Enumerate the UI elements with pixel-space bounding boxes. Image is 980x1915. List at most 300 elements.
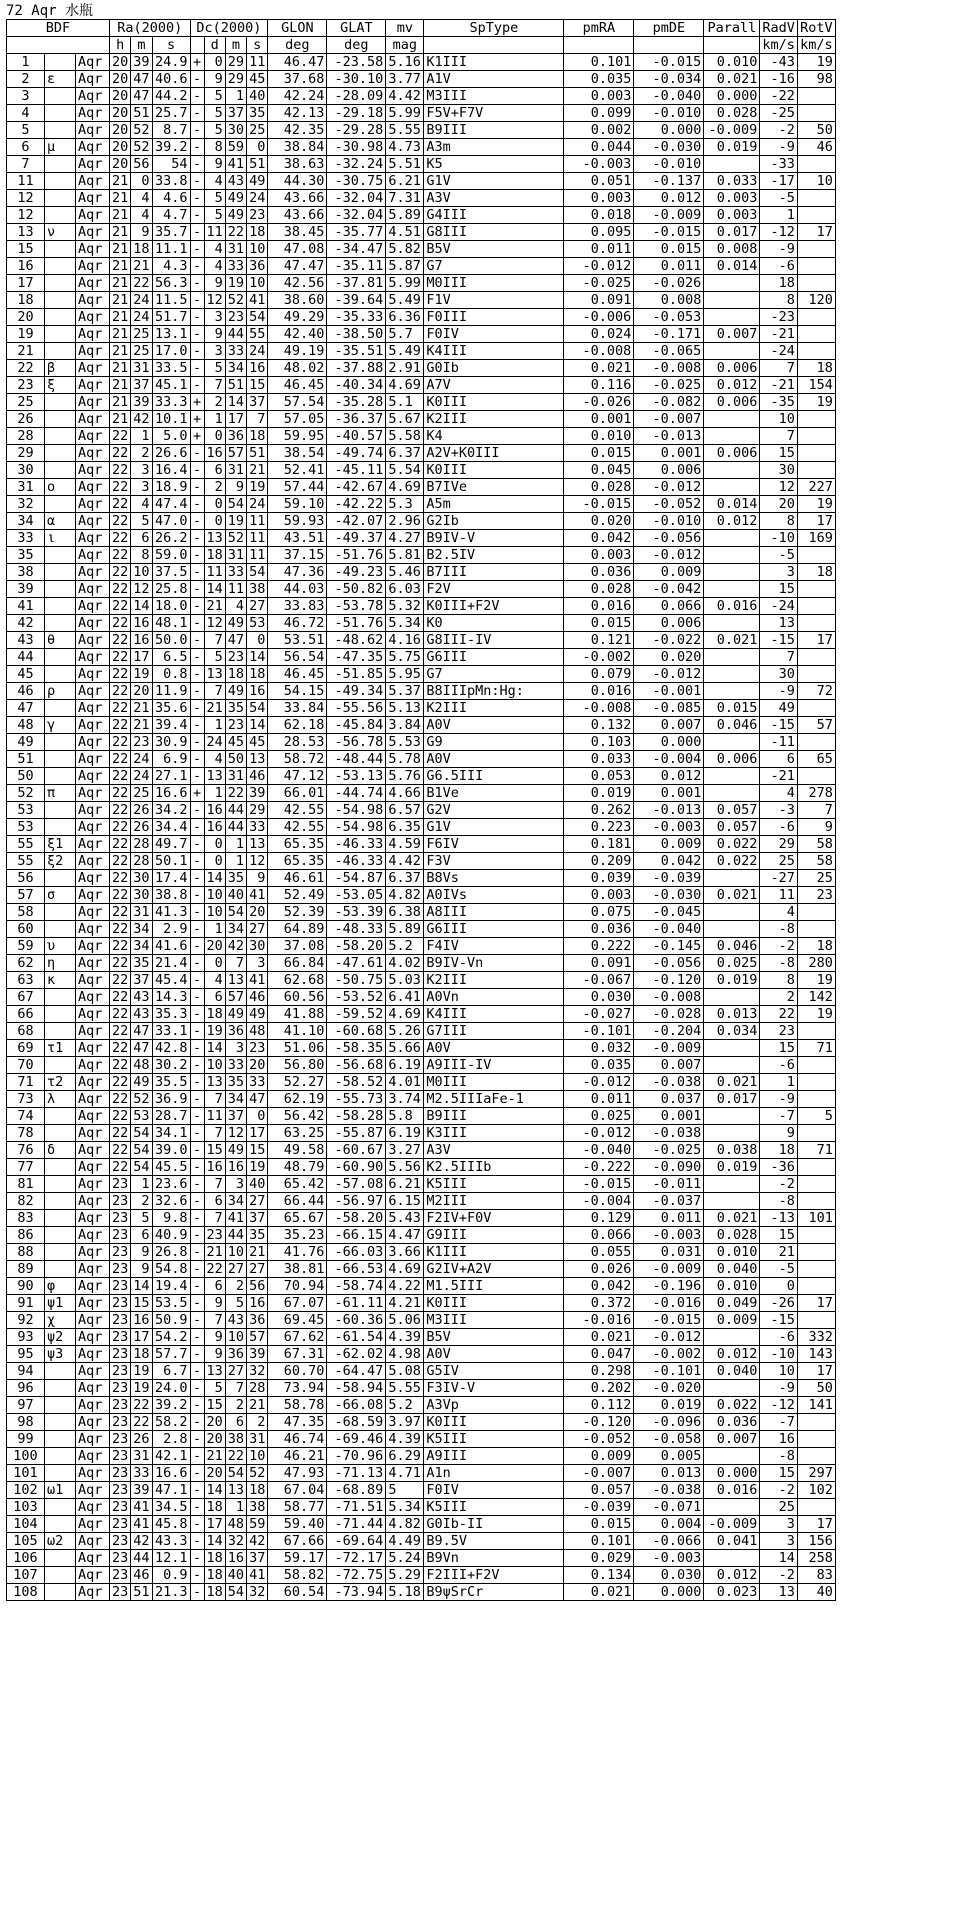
- dc-d-cell: 20: [204, 1431, 225, 1448]
- dc-s-cell: 31: [247, 1431, 268, 1448]
- parall-cell: 0.046: [704, 717, 760, 734]
- ra-h-cell: 22: [110, 462, 131, 479]
- pmra-cell: 0.091: [564, 955, 634, 972]
- ra-s-cell: 53.5: [152, 1295, 190, 1312]
- bdf-number-cell: 16: [7, 258, 45, 275]
- dc-d-cell: 16: [204, 445, 225, 462]
- glon-cell: 58.82: [268, 1567, 327, 1584]
- rotv-cell: 297: [797, 1465, 835, 1482]
- dc-m-cell: 57: [225, 445, 246, 462]
- bayer-letter-cell: [45, 904, 76, 921]
- radv-cell: -17: [760, 173, 798, 190]
- table-row: [7, 1244, 836, 1261]
- parall-cell: 0.040: [704, 1261, 760, 1278]
- dc-s-cell: 0: [247, 139, 268, 156]
- sptype-cell: K2III: [424, 700, 564, 717]
- mv-cell: 4.39: [386, 1329, 424, 1346]
- mv-cell: 5.55: [386, 1380, 424, 1397]
- rotv-cell: 57: [797, 717, 835, 734]
- dc-d-cell: 23: [204, 1227, 225, 1244]
- glon-cell: 52.27: [268, 1074, 327, 1091]
- ra-s-cell: 47.1: [152, 1482, 190, 1499]
- parall-cell: [704, 1448, 760, 1465]
- dc-d-cell: 7: [204, 377, 225, 394]
- mv-cell: 5.89: [386, 921, 424, 938]
- ra-s-cell: 50.9: [152, 1312, 190, 1329]
- rotv-cell: [797, 343, 835, 360]
- glon-cell: 60.56: [268, 989, 327, 1006]
- dc-d-cell: 13: [204, 1363, 225, 1380]
- glat-cell: -39.64: [327, 292, 386, 309]
- dc-sign-cell: -: [190, 1023, 204, 1040]
- ra-s-cell: 21.3: [152, 1584, 190, 1601]
- radv-cell: -9: [760, 139, 798, 156]
- dc-s-cell: 41: [247, 292, 268, 309]
- bdf-number-cell: 3: [7, 88, 45, 105]
- ra-h-cell: 22: [110, 445, 131, 462]
- dc-m-cell: 34: [225, 360, 246, 377]
- constellation-cell: Aqr: [76, 870, 110, 887]
- pmra-cell: 0.003: [564, 547, 634, 564]
- radv-cell: -5: [760, 190, 798, 207]
- dc-s-cell: 54: [247, 564, 268, 581]
- parall-cell: 0.019: [704, 139, 760, 156]
- parall-cell: 0.057: [704, 819, 760, 836]
- dc-d-cell: 6: [204, 462, 225, 479]
- constellation-cell: Aqr: [76, 938, 110, 955]
- mv-cell: 5.26: [386, 1023, 424, 1040]
- table-row: [7, 1431, 836, 1448]
- sptype-cell: K0: [424, 615, 564, 632]
- dc-m-cell: 30: [225, 122, 246, 139]
- ra-h-cell: 23: [110, 1465, 131, 1482]
- sptype-cell: F0III: [424, 309, 564, 326]
- ra-m-cell: 42: [131, 1533, 152, 1550]
- glon-cell: 52.41: [268, 462, 327, 479]
- rotv-cell: 142: [797, 989, 835, 1006]
- rotv-cell: [797, 1057, 835, 1074]
- pmra-cell: -0.039: [564, 1499, 634, 1516]
- mv-cell: 6.19: [386, 1057, 424, 1074]
- ra-s-cell: 35.3: [152, 1006, 190, 1023]
- radv-cell: 6: [760, 751, 798, 768]
- constellation-cell: Aqr: [76, 241, 110, 258]
- pmra-cell: 0.181: [564, 836, 634, 853]
- pmde-cell: 0.006: [634, 462, 704, 479]
- glat-cell: -45.11: [327, 462, 386, 479]
- dc-sign-cell: -: [190, 241, 204, 258]
- parall-cell: [704, 547, 760, 564]
- rotv-cell: 101: [797, 1210, 835, 1227]
- radv-cell: -6: [760, 819, 798, 836]
- constellation-cell: Aqr: [76, 785, 110, 802]
- constellation-cell: Aqr: [76, 1210, 110, 1227]
- dc-s-cell: 27: [247, 598, 268, 615]
- radv-cell: -9: [760, 241, 798, 258]
- mv-cell: 4.59: [386, 836, 424, 853]
- glon-cell: 49.19: [268, 343, 327, 360]
- sptype-cell: B9IV-Vn: [424, 955, 564, 972]
- bayer-letter-cell: δ: [45, 1142, 76, 1159]
- constellation-cell: Aqr: [76, 326, 110, 343]
- ra-s-cell: 37.5: [152, 564, 190, 581]
- constellation-cell: Aqr: [76, 428, 110, 445]
- sptype-cell: A0V: [424, 717, 564, 734]
- ra-s-cell: 25.7: [152, 105, 190, 122]
- ra-m-cell: 43: [131, 1006, 152, 1023]
- dc-d-cell: 20: [204, 1465, 225, 1482]
- constellation-cell: Aqr: [76, 1193, 110, 1210]
- glon-cell: 43.66: [268, 207, 327, 224]
- constellation-cell: Aqr: [76, 1448, 110, 1465]
- pmra-cell: 0.036: [564, 564, 634, 581]
- glon-cell: 49.58: [268, 1142, 327, 1159]
- bdf-number-cell: 42: [7, 615, 45, 632]
- ra-s-cell: 51.7: [152, 309, 190, 326]
- bdf-number-cell: 39: [7, 581, 45, 598]
- ra-m-cell: 30: [131, 887, 152, 904]
- rotv-cell: 19: [797, 54, 835, 71]
- pmra-cell: -0.101: [564, 1023, 634, 1040]
- rotv-cell: [797, 428, 835, 445]
- bayer-letter-cell: [45, 411, 76, 428]
- glon-cell: 70.94: [268, 1278, 327, 1295]
- ra-s-cell: 49.7: [152, 836, 190, 853]
- ra-h-cell: 23: [110, 1567, 131, 1584]
- bdf-number-cell: 107: [7, 1567, 45, 1584]
- table-row: [7, 632, 836, 649]
- bdf-number-cell: 92: [7, 1312, 45, 1329]
- dc-sign-cell: -: [190, 377, 204, 394]
- ra-s-cell: 26.2: [152, 530, 190, 547]
- pmde-cell: 0.030: [634, 1567, 704, 1584]
- glon-cell: 38.60: [268, 292, 327, 309]
- pmra-cell: -0.008: [564, 343, 634, 360]
- dc-s-cell: 49: [247, 1006, 268, 1023]
- bdf-number-cell: 70: [7, 1057, 45, 1074]
- parall-cell: 0.036: [704, 1414, 760, 1431]
- ra-m-cell: 1: [131, 428, 152, 445]
- ra-h-cell: 23: [110, 1295, 131, 1312]
- ra-s-cell: 39.2: [152, 1397, 190, 1414]
- dc-s-cell: 40: [247, 1176, 268, 1193]
- constellation-cell: Aqr: [76, 496, 110, 513]
- glon-cell: 59.17: [268, 1550, 327, 1567]
- pmde-cell: -0.007: [634, 411, 704, 428]
- glon-cell: 47.93: [268, 1465, 327, 1482]
- bdf-number-cell: 1: [7, 54, 45, 71]
- header-row-2: [7, 37, 836, 54]
- constellation-cell: Aqr: [76, 1431, 110, 1448]
- header-ra-s: s: [152, 37, 190, 54]
- rotv-cell: 143: [797, 1346, 835, 1363]
- ra-m-cell: 48: [131, 1057, 152, 1074]
- glat-cell: -54.87: [327, 870, 386, 887]
- dc-sign-cell: +: [190, 411, 204, 428]
- glat-cell: -53.39: [327, 904, 386, 921]
- dc-m-cell: 33: [225, 343, 246, 360]
- glon-cell: 51.06: [268, 1040, 327, 1057]
- parall-cell: [704, 1108, 760, 1125]
- pmde-cell: 0.001: [634, 1108, 704, 1125]
- bdf-number-cell: 100: [7, 1448, 45, 1465]
- dc-sign-cell: +: [190, 785, 204, 802]
- dc-d-cell: 21: [204, 700, 225, 717]
- pmde-cell: 0.031: [634, 1244, 704, 1261]
- bdf-number-cell: 58: [7, 904, 45, 921]
- ra-h-cell: 21: [110, 275, 131, 292]
- glat-cell: -49.23: [327, 564, 386, 581]
- ra-m-cell: 26: [131, 1431, 152, 1448]
- bayer-letter-cell: [45, 1227, 76, 1244]
- dc-m-cell: 12: [225, 1125, 246, 1142]
- table-row: [7, 1397, 836, 1414]
- rotv-cell: [797, 1159, 835, 1176]
- ra-s-cell: 34.1: [152, 1125, 190, 1142]
- constellation-cell: Aqr: [76, 1329, 110, 1346]
- radv-cell: -12: [760, 224, 798, 241]
- mv-cell: 6.35: [386, 819, 424, 836]
- dc-d-cell: 9: [204, 156, 225, 173]
- glon-cell: 37.68: [268, 71, 327, 88]
- sptype-cell: K5III: [424, 1431, 564, 1448]
- parall-cell: 0.022: [704, 1397, 760, 1414]
- pmde-cell: -0.042: [634, 581, 704, 598]
- parall-cell: [704, 428, 760, 445]
- table-row: [7, 904, 836, 921]
- sptype-cell: M1.5III: [424, 1278, 564, 1295]
- ra-s-cell: 43.3: [152, 1533, 190, 1550]
- glon-cell: 58.78: [268, 1397, 327, 1414]
- parall-cell: 0.025: [704, 955, 760, 972]
- glon-cell: 42.24: [268, 88, 327, 105]
- table-row: [7, 139, 836, 156]
- ra-s-cell: 4.3: [152, 258, 190, 275]
- ra-s-cell: 42.8: [152, 1040, 190, 1057]
- dc-m-cell: 34: [225, 1091, 246, 1108]
- constellation-cell: Aqr: [76, 292, 110, 309]
- mv-cell: 3.66: [386, 1244, 424, 1261]
- glon-cell: 59.40: [268, 1516, 327, 1533]
- ra-h-cell: 22: [110, 921, 131, 938]
- pmra-cell: 0.101: [564, 54, 634, 71]
- sptype-cell: B9III: [424, 122, 564, 139]
- ra-m-cell: 16: [131, 1312, 152, 1329]
- dc-d-cell: 10: [204, 887, 225, 904]
- constellation-cell: Aqr: [76, 105, 110, 122]
- dc-m-cell: 7: [225, 1380, 246, 1397]
- header-ra-m: m: [131, 37, 152, 54]
- dc-d-cell: 6: [204, 989, 225, 1006]
- glat-cell: -51.76: [327, 547, 386, 564]
- rotv-cell: 156: [797, 1533, 835, 1550]
- bdf-number-cell: 89: [7, 1261, 45, 1278]
- pmra-cell: -0.040: [564, 1142, 634, 1159]
- bayer-letter-cell: ξ2: [45, 853, 76, 870]
- mv-cell: 4.39: [386, 1431, 424, 1448]
- glon-cell: 57.05: [268, 411, 327, 428]
- table-row: [7, 445, 836, 462]
- table-row: [7, 309, 836, 326]
- ra-m-cell: 52: [131, 139, 152, 156]
- sptype-cell: G0Ib-II: [424, 1516, 564, 1533]
- bayer-letter-cell: [45, 258, 76, 275]
- header-bdf: BDF: [7, 20, 110, 37]
- dc-sign-cell: -: [190, 1040, 204, 1057]
- rotv-cell: [797, 666, 835, 683]
- glat-cell: -72.75: [327, 1567, 386, 1584]
- dc-d-cell: 9: [204, 1295, 225, 1312]
- dc-m-cell: 13: [225, 1482, 246, 1499]
- mv-cell: 5.13: [386, 700, 424, 717]
- rotv-cell: 17: [797, 224, 835, 241]
- dc-s-cell: 38: [247, 1499, 268, 1516]
- dc-sign-cell: -: [190, 972, 204, 989]
- glat-cell: -60.68: [327, 1023, 386, 1040]
- rotv-cell: [797, 768, 835, 785]
- dc-d-cell: 17: [204, 1516, 225, 1533]
- radv-cell: -24: [760, 343, 798, 360]
- mv-cell: 5.06: [386, 1312, 424, 1329]
- parall-cell: [704, 1329, 760, 1346]
- parall-cell: [704, 870, 760, 887]
- bayer-letter-cell: [45, 445, 76, 462]
- constellation-cell: Aqr: [76, 768, 110, 785]
- parall-cell: 0.028: [704, 1227, 760, 1244]
- ra-s-cell: 54.8: [152, 1261, 190, 1278]
- constellation-cell: Aqr: [76, 683, 110, 700]
- mv-cell: 5.43: [386, 1210, 424, 1227]
- dc-m-cell: 19: [225, 275, 246, 292]
- dc-sign-cell: -: [190, 343, 204, 360]
- ra-s-cell: 21.4: [152, 955, 190, 972]
- dc-sign-cell: -: [190, 853, 204, 870]
- pmde-cell: 0.011: [634, 1210, 704, 1227]
- sptype-cell: A7V: [424, 377, 564, 394]
- constellation-cell: Aqr: [76, 1108, 110, 1125]
- dc-d-cell: 18: [204, 1567, 225, 1584]
- parall-cell: 0.012: [704, 513, 760, 530]
- bdf-number-cell: 66: [7, 1006, 45, 1023]
- rotv-cell: [797, 1499, 835, 1516]
- glon-cell: 46.45: [268, 666, 327, 683]
- table-row: [7, 1023, 836, 1040]
- bayer-letter-cell: [45, 1567, 76, 1584]
- rotv-cell: 25: [797, 870, 835, 887]
- radv-cell: -12: [760, 1397, 798, 1414]
- radv-cell: 10: [760, 1363, 798, 1380]
- pmde-cell: -0.120: [634, 972, 704, 989]
- table-row: [7, 530, 836, 547]
- glon-cell: 42.40: [268, 326, 327, 343]
- bayer-letter-cell: [45, 88, 76, 105]
- ra-h-cell: 22: [110, 853, 131, 870]
- dc-m-cell: 36: [225, 1023, 246, 1040]
- parall-cell: [704, 1193, 760, 1210]
- dc-d-cell: 12: [204, 615, 225, 632]
- dc-sign-cell: -: [190, 1584, 204, 1601]
- dc-d-cell: 5: [204, 649, 225, 666]
- bdf-number-cell: 101: [7, 1465, 45, 1482]
- dc-s-cell: 16: [247, 360, 268, 377]
- glat-cell: -49.74: [327, 445, 386, 462]
- bdf-number-cell: 56: [7, 870, 45, 887]
- pmde-cell: 0.013: [634, 1465, 704, 1482]
- ra-m-cell: 16: [131, 615, 152, 632]
- glat-cell: -32.04: [327, 207, 386, 224]
- parall-cell: 0.006: [704, 751, 760, 768]
- sptype-cell: K0III: [424, 394, 564, 411]
- table-row: [7, 989, 836, 1006]
- ra-h-cell: 23: [110, 1363, 131, 1380]
- dc-m-cell: 29: [225, 54, 246, 71]
- constellation-cell: Aqr: [76, 700, 110, 717]
- mv-cell: 5.49: [386, 292, 424, 309]
- constellation-cell: Aqr: [76, 1295, 110, 1312]
- bdf-number-cell: 91: [7, 1295, 45, 1312]
- mv-cell: 5.08: [386, 1363, 424, 1380]
- bayer-letter-cell: σ: [45, 887, 76, 904]
- mv-cell: 5.29: [386, 1567, 424, 1584]
- header-ra: Ra(2000): [110, 20, 191, 37]
- bayer-letter-cell: [45, 496, 76, 513]
- ra-h-cell: 21: [110, 309, 131, 326]
- dc-d-cell: 19: [204, 1023, 225, 1040]
- ra-h-cell: 20: [110, 88, 131, 105]
- ra-m-cell: 46: [131, 1567, 152, 1584]
- parall-cell: [704, 530, 760, 547]
- table-row: [7, 836, 836, 853]
- ra-s-cell: 50.1: [152, 853, 190, 870]
- sptype-cell: B8IIIpMn:Hg:: [424, 683, 564, 700]
- table-row: [7, 343, 836, 360]
- ra-m-cell: 4: [131, 190, 152, 207]
- glat-cell: -29.28: [327, 122, 386, 139]
- table-row: [7, 1499, 836, 1516]
- glat-cell: -49.34: [327, 683, 386, 700]
- dc-s-cell: 35: [247, 1227, 268, 1244]
- dc-d-cell: 5: [204, 1380, 225, 1397]
- constellation-cell: Aqr: [76, 1142, 110, 1159]
- bdf-number-cell: 73: [7, 1091, 45, 1108]
- constellation-cell: Aqr: [76, 1244, 110, 1261]
- pmde-cell: -0.052: [634, 496, 704, 513]
- radv-cell: -6: [760, 1057, 798, 1074]
- bdf-number-cell: 95: [7, 1346, 45, 1363]
- dc-s-cell: 53: [247, 615, 268, 632]
- ra-m-cell: 3: [131, 479, 152, 496]
- radv-cell: 2: [760, 989, 798, 1006]
- header-parall-unit: [704, 37, 760, 54]
- ra-m-cell: 20: [131, 683, 152, 700]
- dc-sign-cell: -: [190, 666, 204, 683]
- mv-cell: 5.24: [386, 1550, 424, 1567]
- bdf-number-cell: 12: [7, 190, 45, 207]
- glon-cell: 38.54: [268, 445, 327, 462]
- mv-cell: 5.2: [386, 1397, 424, 1414]
- glat-cell: -53.13: [327, 768, 386, 785]
- parall-cell: 0.012: [704, 377, 760, 394]
- mv-cell: 4.22: [386, 1278, 424, 1295]
- mv-cell: 5.76: [386, 768, 424, 785]
- ra-h-cell: 22: [110, 785, 131, 802]
- pmra-cell: -0.052: [564, 1431, 634, 1448]
- dc-m-cell: 41: [225, 156, 246, 173]
- dc-d-cell: 5: [204, 207, 225, 224]
- dc-m-cell: 19: [225, 513, 246, 530]
- pmde-cell: -0.045: [634, 904, 704, 921]
- ra-s-cell: 2.8: [152, 1431, 190, 1448]
